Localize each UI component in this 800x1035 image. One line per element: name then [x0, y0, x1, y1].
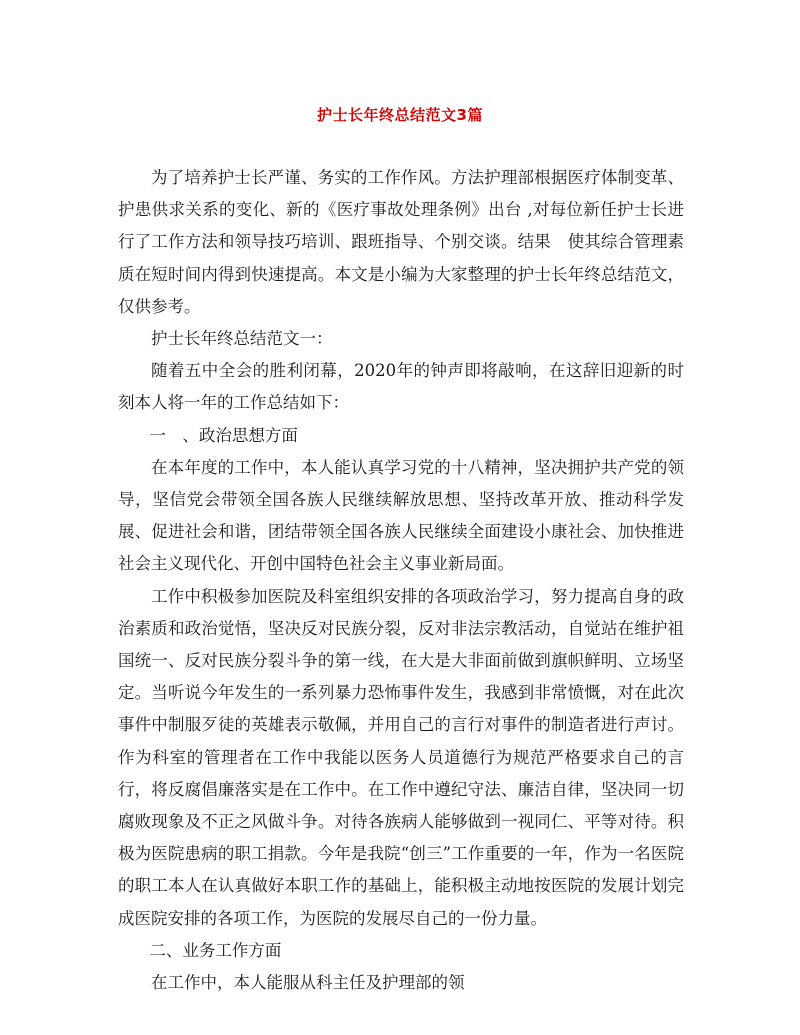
intro-paragraph: 为了培养护士长严谨、务实的工作作风。方法护理部根据医疗体制变革、护患供求关系的变化、新的《医疗事故处理条例》出台 ,对每位新任护士长进行了工作方法和领导技巧培训、跟班指导、个别交谈。结果 使其综合管理素质在短时间内得到快速提高。本文是小编为大家整理的护士长年终总结范文，仅供参考。	[118, 168, 684, 316]
section-label-sample-one: 护士长年终总结范文一：	[151, 329, 333, 349]
document-body	[118, 162, 684, 999]
political-paragraph-2: 工作中积极参加医院及科室组织安排的各项政治学习，努力提高自身的政治素质和政治觉悟，坚决反对民族分裂，反对非法宗教活动，自觉站在维护祖国统一、反对民族分裂斗争的第一线，在大是大非面前做到旗帜鲜明、立场坚定。当听说今年发生的一系列暴力恐怖事件发生，我感到非常愤慨，对在此次事件中制服歹徒的英雄表示敬佩，并用自己的言行对事件的制造者进行声讨。作为科室的管理者在工作中我能以医务人员道德行为规范严格要求自己的言行，将反腐倡廉落实是在工作中。在工作中遵纪守法、廉洁自律，坚决同一切腐败现象及不正之风做斗争。对待各族病人能够做到一视同仁、平等对待。积极为医院患病的职工捐款。今年是我院“创三”工作重要的一年，作为一名医院的职工本人在认真做好本职工作的基础上，能积极主动地按医院的发展计划完成医院安排的各项工作，为医院的发展尽自己的一份力量。	[118, 586, 684, 928]
business-paragraph-1: 在工作中，本人能服从科主任及护理部的领	[151, 973, 465, 993]
heading-political-thought: 一 、政治思想方面	[149, 425, 298, 445]
heading-business-work: 二、业务工作方面	[149, 940, 282, 960]
political-paragraph-1: 在本年度的工作中，本人能认真学习党的十八精神，坚决拥护共产党的领导，坚信党会带领全国各族人民继续解放思想、坚持改革开放、推动科学发展、促进社会和谐，团结带领全国各族人民继续全面建设小康社会、加快推进社会主义现代化、开创中国特色社会主义事业新局面。	[118, 457, 684, 574]
opening-paragraph: 随着五中全会的胜利闭幕，2020年的钟声即将敲响，在这辞旧迎新的时刻本人将一年的工作总结如下：	[118, 361, 684, 413]
document-title: 护士长年终总结范文3篇	[317, 106, 483, 124]
